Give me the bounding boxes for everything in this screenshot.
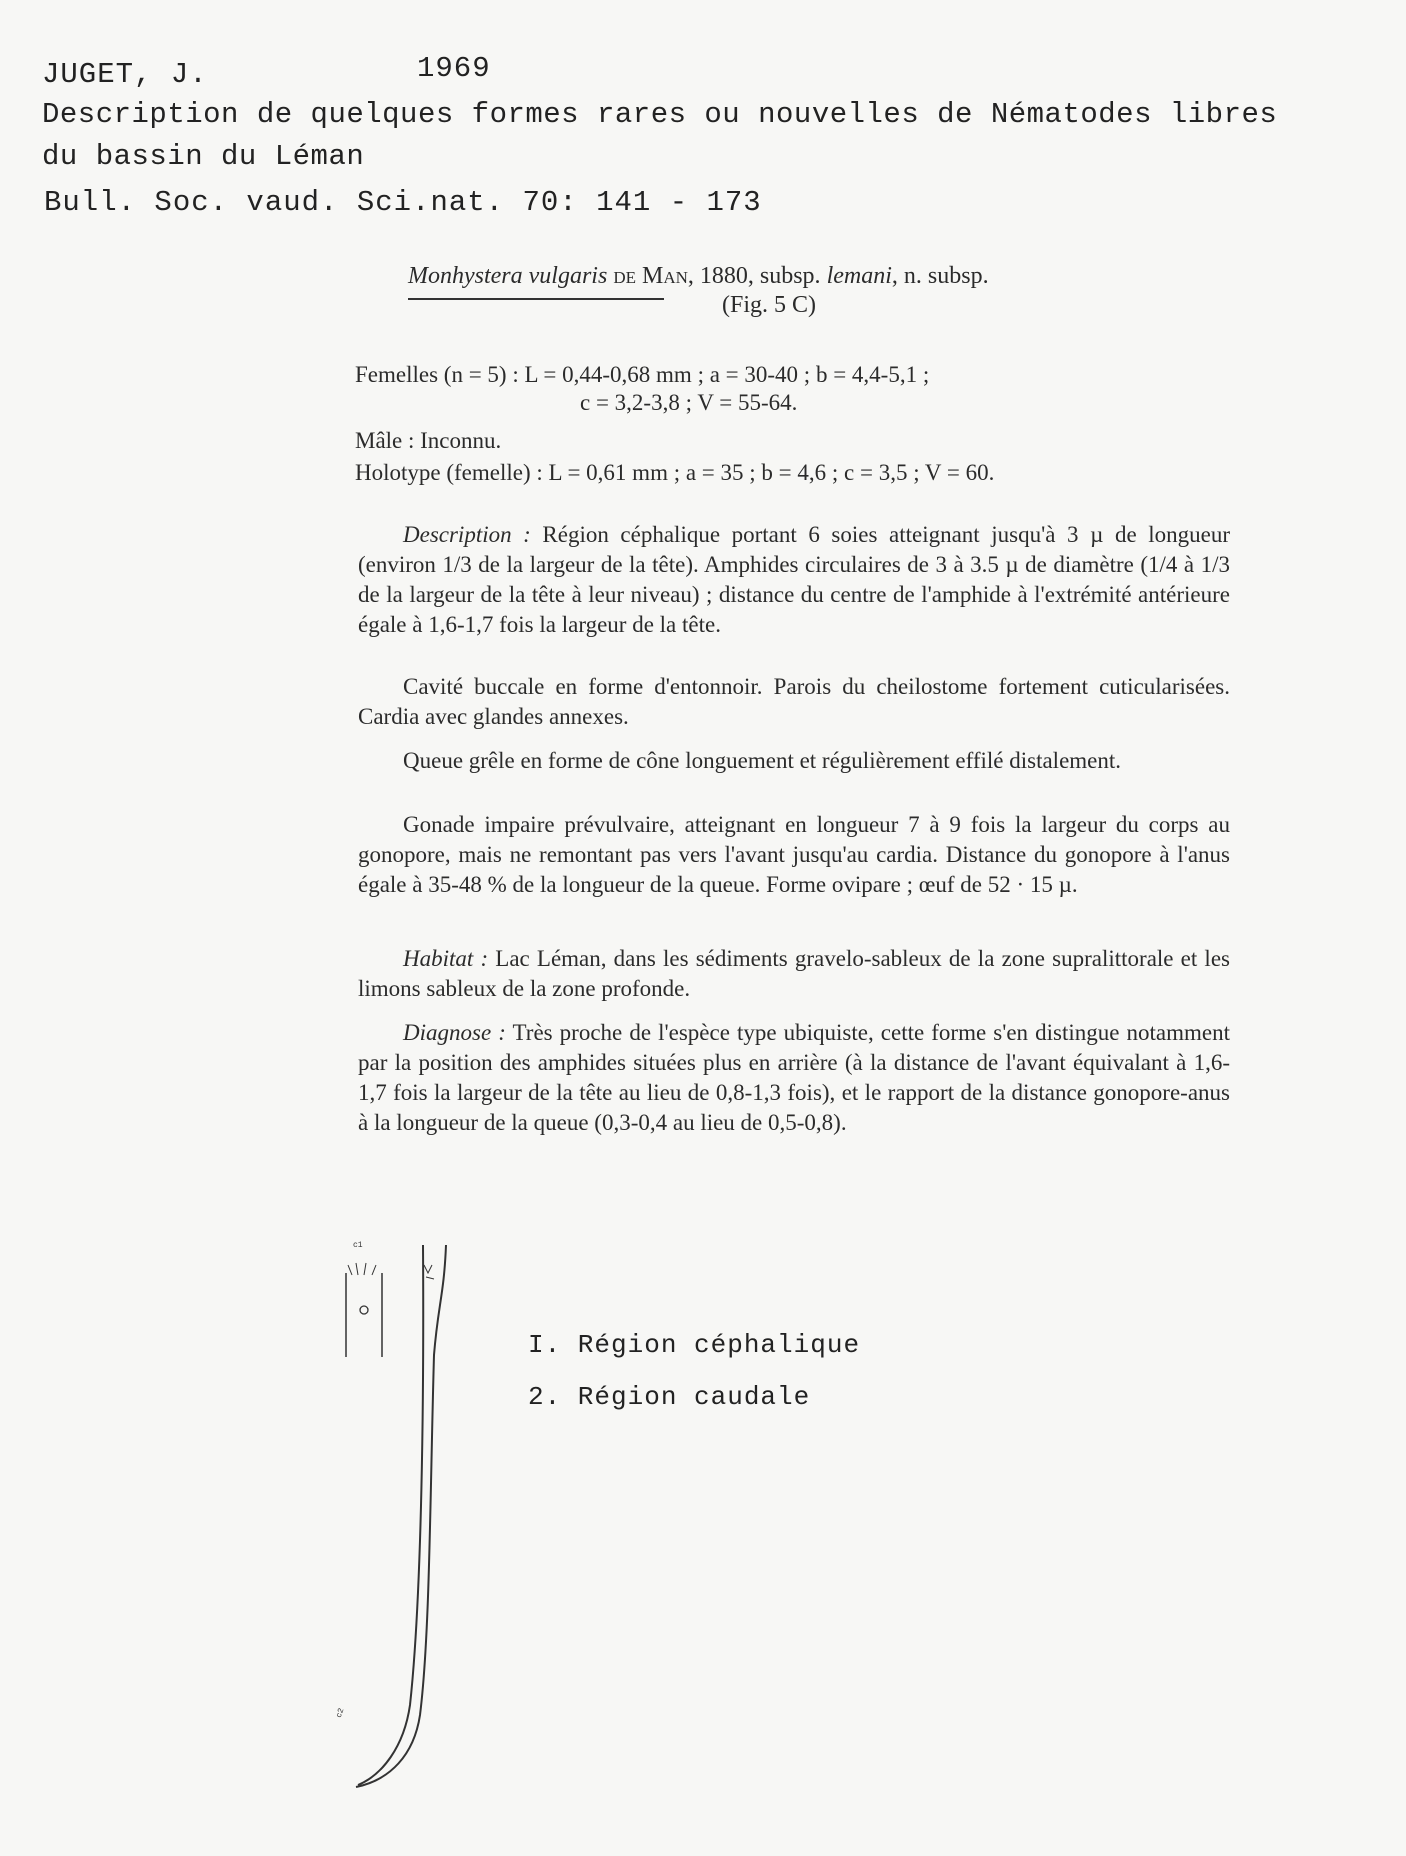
cephalic-region-drawing (346, 1263, 382, 1357)
figure-legend-cephalic: I. Région céphalique (528, 1330, 861, 1360)
females-measurements-line-2: c = 3,2-3,8 ; V = 55-64. (580, 390, 798, 415)
figure-legend-caudal: 2. Région caudale (528, 1382, 811, 1412)
description-label: Description : (403, 522, 531, 547)
paper-title-line-1: Description de quelques formes rares ou nouvelles de Nématodes libres (42, 98, 1278, 131)
habitat-text: Lac Léman, dans les sédiments gravelo-sableux de la zone supralittorale et les limons sableux de la zone profonde. (358, 946, 1230, 1001)
figure-label-c1: c1 (353, 1241, 363, 1250)
author-name: JUGET, J. (42, 58, 208, 91)
figure-reference: (Fig. 5 C) (722, 292, 817, 318)
figure-label-c2: c2 (334, 1707, 347, 1720)
taxon-subspecies: lemani (826, 263, 892, 289)
gonad-paragraph: Gonade impaire prévulvaire, atteignant en longueur 7 à 9 fois la largeur du corps au gonopore, mais ne remontant pas vers l'avant jusqu'au cardia. Distance du gonopore à l'anus égale à 35-48 % de la longueur de la queue. Forme ovipare ; œuf de 52 · 15 µ. (358, 812, 1230, 897)
publication-year: 1969 (417, 52, 491, 85)
habitat-paragraph (358, 944, 1230, 1004)
taxon-underline (408, 298, 664, 300)
taxon-heading (408, 263, 989, 290)
journal-reference: Bull. Soc. vaud. Sci.nat. 70: 141 - 173 (44, 186, 762, 219)
diagnosis-paragraph (358, 1018, 1230, 1138)
paper-title-line-2: du bassin du Léman (42, 140, 365, 173)
holotype-measurements: Holotype (femelle) : L = 0,61 mm ; a = 35 ; b = 4,6 ; c = 3,5 ; V = 60. (355, 460, 995, 485)
females-measurements-line-1: Femelles (n = 5) : L = 0,44-0,68 mm ; a = 30-40 ; b = 4,4-5,1 ; (355, 362, 930, 387)
nematode-figure (320, 1235, 480, 1795)
taxon-name: Monhystera vulgaris (408, 263, 608, 289)
diagnosis-text: Très proche de l'espèce type ubiquiste, cette forme s'en distingue notamment par la position des amphides situées plus en arrière (à la distance de l'avant équivalant à 1,6-1,7 fois la largeur de la tête au lieu de 0,8-1,3 fois), et le rapport de la distance gonopore-anus à la longueur de la queue (0,3-0,4 au lieu de 0,5-0,8). (358, 1020, 1230, 1135)
male-note: Mâle : Inconnu. (355, 428, 502, 453)
description-paragraph (358, 520, 1230, 640)
habitat-label: Habitat : (403, 946, 489, 971)
tail-paragraph: Queue grêle en forme de cône longuement et régulièrement effilé distalement. (403, 748, 1122, 773)
buccal-cavity-paragraph: Cavité buccale en forme d'entonnoir. Parois du cheilostome fortement cuticularisées. Cardia avec glandes annexes. (358, 674, 1230, 729)
caudal-region-drawing (356, 1245, 446, 1787)
taxon-year: , 1880, subsp. (687, 263, 827, 289)
description-text: Région céphalique portant 6 soies atteignant jusqu'à 3 µ de longueur (environ 1/3 de la largeur de la tête). Amphides circulaires de 3 à 3.5 µ de diamètre (1/4 à 1/3 de la largeur de la tête à leur niveau) ; distance du centre de l'amphide à l'extrémité antérieure égale à 1,6-1,7 fois la largeur de la tête. (358, 522, 1230, 637)
taxon-authority: de Man (613, 263, 688, 289)
diagnosis-label: Diagnose : (403, 1020, 506, 1045)
taxon-novelty: , n. subsp. (891, 263, 989, 289)
